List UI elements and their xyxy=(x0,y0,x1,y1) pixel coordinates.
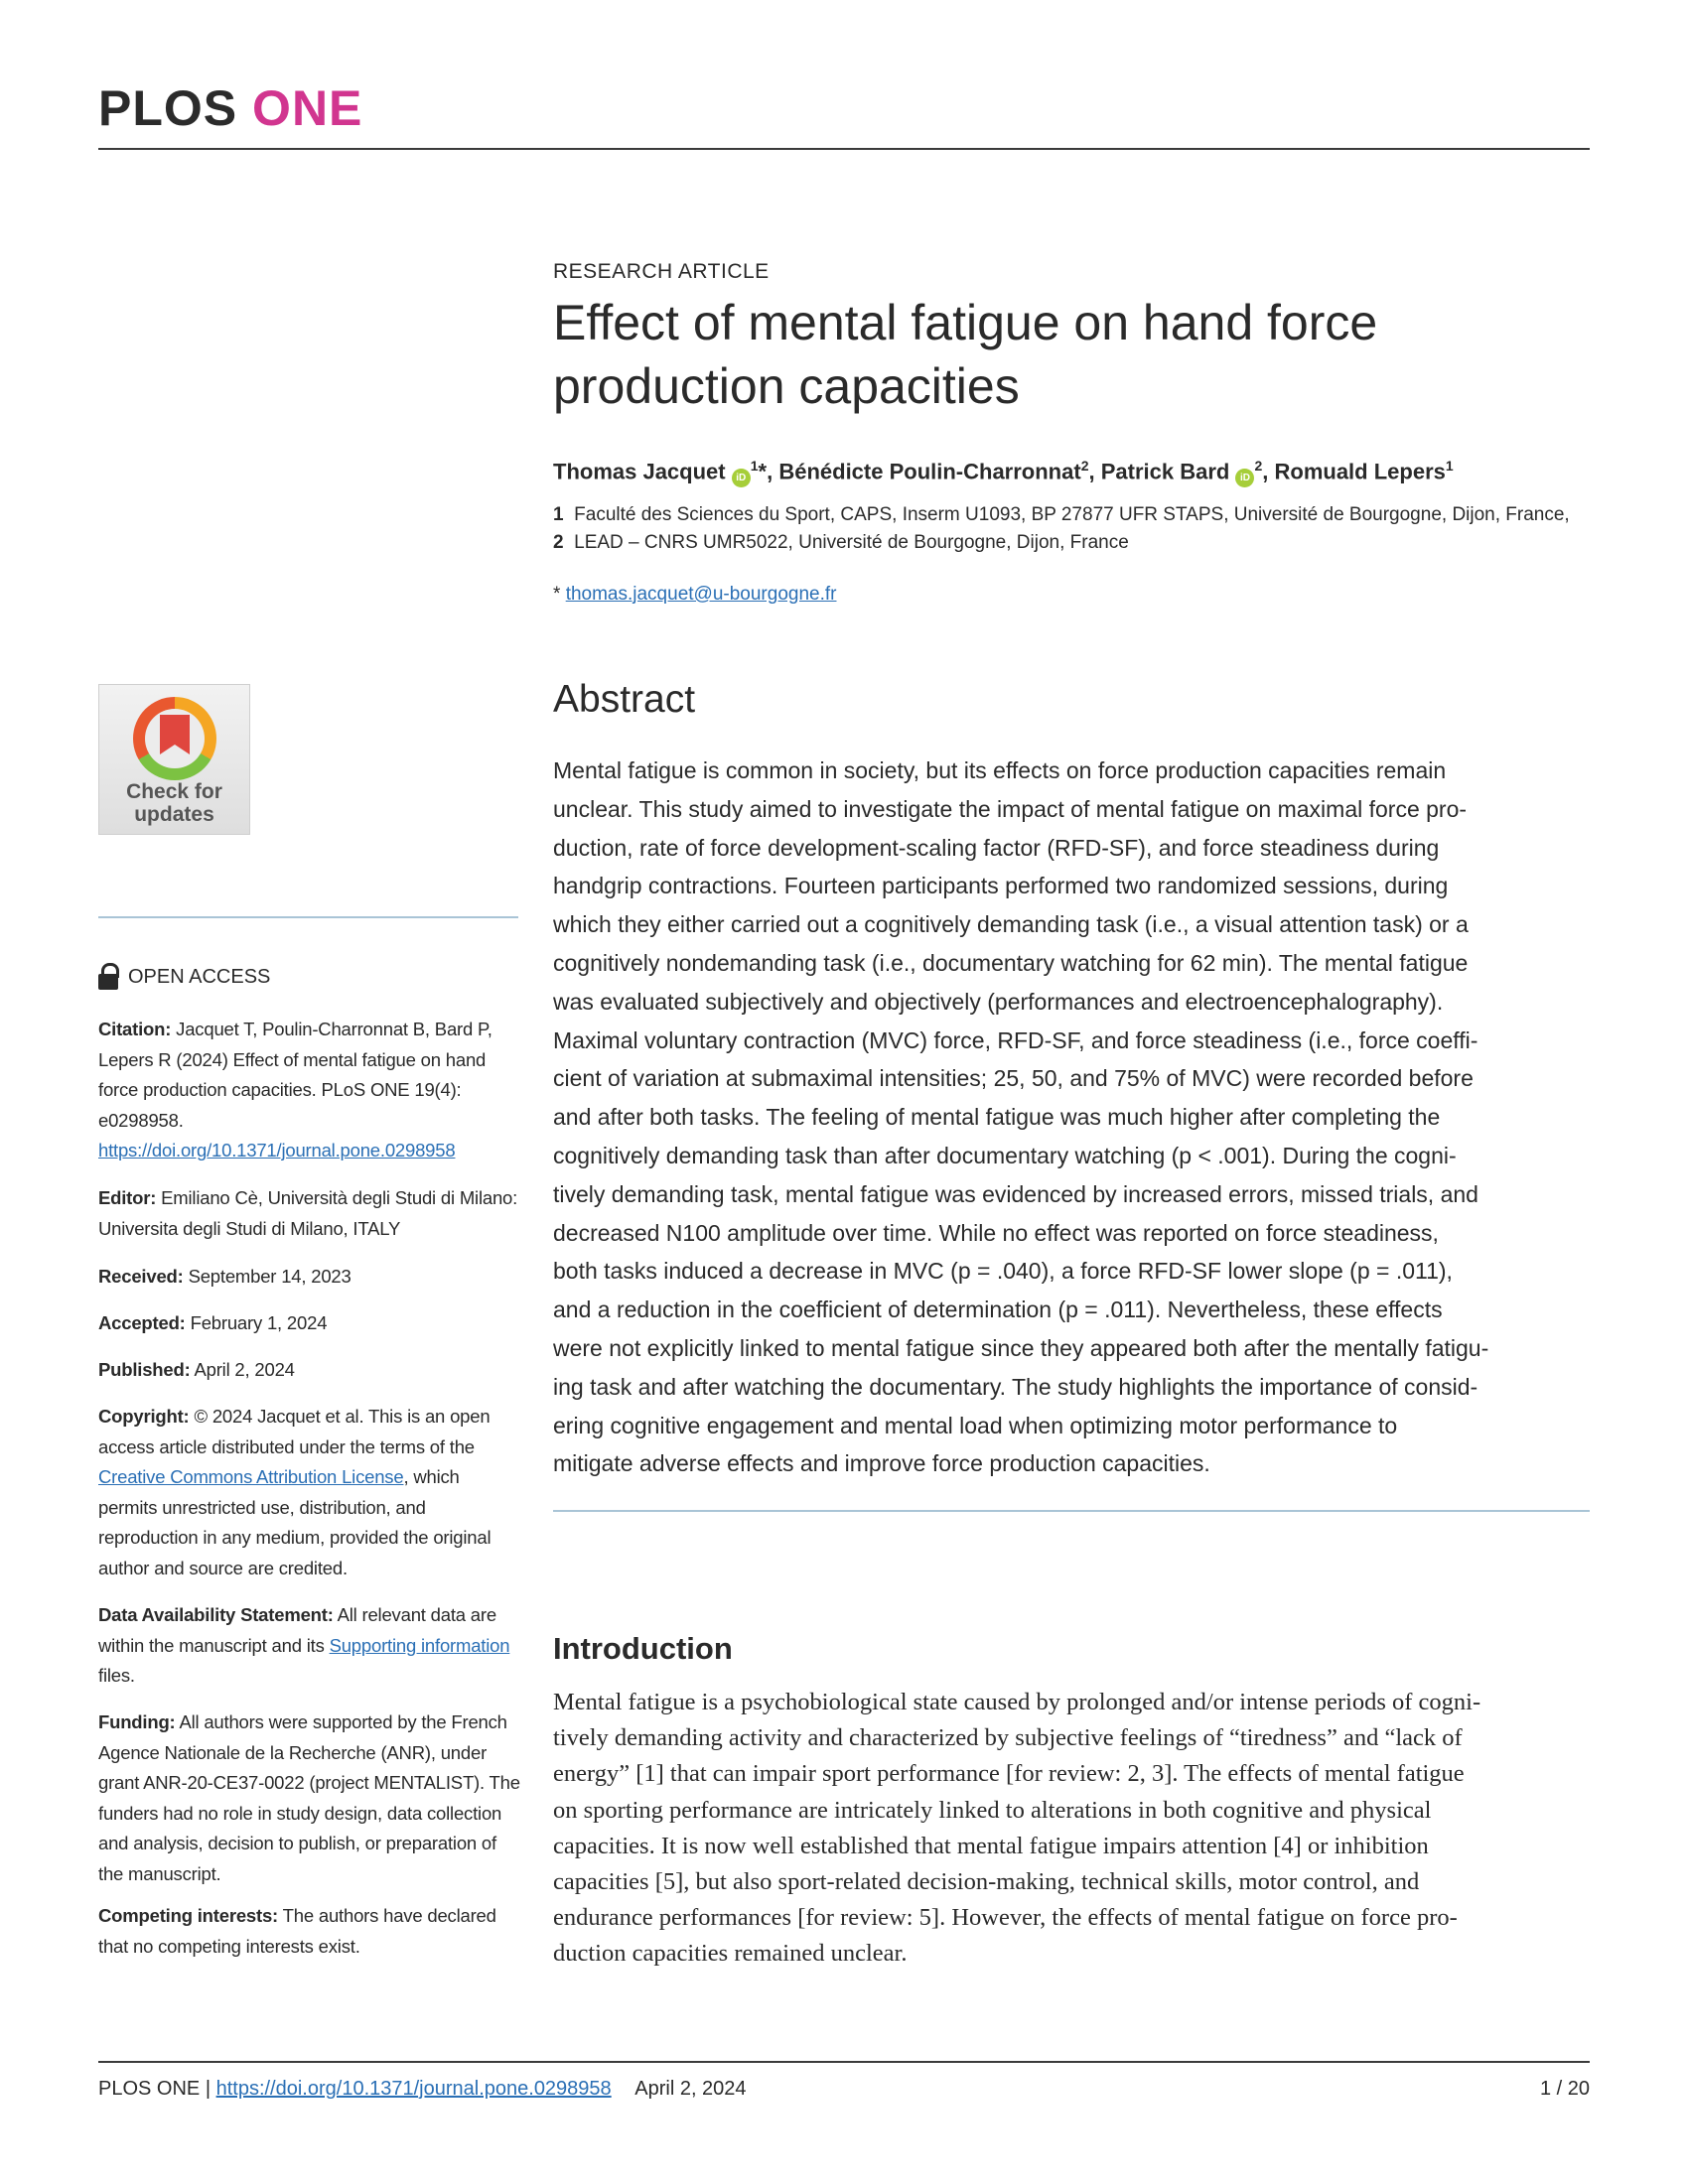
affiliation-text: LEAD – CNRS UMR5022, Université de Bourgogne, Dijon, France xyxy=(574,532,1129,553)
author-name: Bénédicte Poulin-Charronnat xyxy=(778,459,1081,484)
citation-doi-link[interactable]: https://doi.org/10.1371/journal.pone.0298958 xyxy=(98,1140,456,1160)
data-availability-label: Data Availability Statement: xyxy=(98,1604,334,1625)
header-rule xyxy=(98,148,1590,150)
abstract-line: unclear. This study aimed to investigate the impact of mental fatigue on maximal force pro- xyxy=(553,795,1468,822)
author-name: Thomas Jacquet xyxy=(553,459,726,484)
introduction-line: on sporting performance are intricately linked to alterations in both cognitive and physical xyxy=(553,1796,1432,1824)
author-affiliation-sup: 2 xyxy=(1254,458,1263,474)
introduction-line: duction capacities remained unclear. xyxy=(553,1940,908,1968)
badge-text xyxy=(99,780,249,826)
published-label: Published: xyxy=(98,1359,191,1380)
abstract-line: cognitively demanding task than after documentary watching (p < .001). During the cogni- xyxy=(553,1142,1457,1168)
editor-text: Emiliano Cè, Università degli Studi di Milano: Universita degli Studi di Milano, ITALY xyxy=(98,1187,518,1239)
funding-text: All authors were supported by the French Agence Nationale de la Recherche (ANR), under grant ANR-20-CE37-0022 (project MENTALIST). The funders had no role in study design, data collection and analysis, decision to publish, or preparation of the manuscript. xyxy=(98,1711,520,1884)
email-link[interactable]: thomas.jacquet@u-bourgogne.fr xyxy=(565,584,837,605)
citation-label: Citation: xyxy=(98,1019,172,1039)
affiliation-text: Faculté des Sciences du Sport, CAPS, Inserm U1093, BP 27877 UFR STAPS, Université de Bourgogne, Dijon, France, xyxy=(574,504,1570,525)
editor-label: Editor: xyxy=(98,1187,157,1208)
accepted-label: Accepted: xyxy=(98,1312,186,1333)
article-type: RESEARCH ARTICLE xyxy=(553,260,770,283)
funding-label: Funding: xyxy=(98,1711,176,1732)
abstract-line: mitigate adverse effects and improve force production capacities. xyxy=(553,1450,1210,1477)
orcid-icon[interactable]: iD xyxy=(732,469,751,487)
introduction-line: energy” [1] that can impair sport performance [for review: 2, 3]. The effects of mental fatigue xyxy=(553,1760,1465,1788)
citation-block xyxy=(98,1015,520,1166)
competing-interests-block xyxy=(98,1901,520,1962)
footer-journal: PLOS ONE | xyxy=(98,2078,211,2100)
check-for-updates-badge[interactable] xyxy=(98,684,250,835)
introduction-body xyxy=(553,1685,1590,1973)
supporting-information-link[interactable]: Supporting information xyxy=(329,1634,510,1656)
received-block xyxy=(98,1262,520,1293)
affiliation-number: 1 xyxy=(553,504,564,525)
copyright-block xyxy=(98,1402,520,1583)
received-label: Received: xyxy=(98,1266,184,1287)
abstract-line: ing task and after watching the documentary. The study highlights the importance of consid- xyxy=(553,1373,1478,1400)
received-date: September 14, 2023 xyxy=(188,1266,352,1287)
abstract-line: and a reduction in the coefficient of determination (p = .011). Nevertheless, these effects xyxy=(553,1297,1443,1323)
accepted-date: February 1, 2024 xyxy=(190,1312,328,1333)
open-lock-icon xyxy=(98,963,120,991)
page-number: 1 / 20 xyxy=(1539,2078,1590,2100)
abstract-line: duction, rate of force development-scaling factor (RFD-SF), and force steadiness during xyxy=(553,834,1440,861)
abstract-line: handgrip contractions. Fourteen participants performed two randomized sessions, during xyxy=(553,873,1449,899)
license-link[interactable]: Creative Commons Attribution License xyxy=(98,1466,404,1487)
footer-rule xyxy=(98,2061,1590,2063)
copyright-label: Copyright: xyxy=(98,1406,190,1427)
abstract-line: which they either carried out a cognitively demanding task (i.e., a visual attention task) or a xyxy=(553,911,1469,938)
abstract-line: both tasks induced a decrease in MVC (p = .040), a force RFD-SF lower slope (p = .011), xyxy=(553,1258,1453,1285)
abstract-line: was evaluated subjectively and objectively (performances and electroencephalography). xyxy=(553,988,1444,1015)
funding-block xyxy=(98,1707,520,1889)
data-availability-text: All relevant data are within the manuscript and its xyxy=(98,1604,496,1656)
abstract-line: decreased N100 amplitude over time. While no effect was reported on force steadiness, xyxy=(553,1219,1439,1246)
abstract-rule xyxy=(553,1510,1590,1512)
abstract-line: Maximal voluntary contraction (MVC) force, RFD-SF, and force steadiness (i.e., force coeffi- xyxy=(553,1026,1478,1053)
introduction-line: capacities [5], but also sport-related decision-making, technical skills, motor control, and xyxy=(553,1868,1420,1896)
citation-text: Jacquet T, Poulin-Charronnat B, Bard P, Lepers R (2024) Effect of mental fatigue on hand force production capacities. PLoS ONE 19(4): e0298958. xyxy=(98,1019,492,1131)
author-affiliation-sup: 2 xyxy=(1080,458,1089,474)
abstract-line: cognitively nondemanding task (i.e., documentary watching for 62 min). The mental fatigue xyxy=(553,949,1469,976)
accepted-block xyxy=(98,1308,520,1339)
author-name: Romuald Lepers xyxy=(1274,459,1446,484)
abstract-line: were not explicitly linked to mental fatigue since they appeared both after the mentally fatigu- xyxy=(553,1334,1489,1361)
published-block xyxy=(98,1355,520,1386)
abstract-line: and after both tasks. The feeling of mental fatigue was much higher after completing the xyxy=(553,1104,1441,1131)
affiliation-number: 2 xyxy=(553,532,564,553)
abstract-heading: Abstract xyxy=(553,678,696,721)
email-star: * xyxy=(553,584,561,605)
footer-doi-link[interactable]: https://doi.org/10.1371/journal.pone.0298958 xyxy=(215,2078,612,2100)
sidebar-rule xyxy=(98,916,518,918)
introduction-line: capacities. It is now well established that mental fatigue impairs attention [4] or inhibition xyxy=(553,1832,1429,1859)
author-affiliation-sup: 1 xyxy=(750,458,759,474)
article-title-line2: production capacities xyxy=(553,358,1020,414)
journal-logo xyxy=(98,80,363,136)
orcid-icon[interactable]: iD xyxy=(1235,469,1254,487)
introduction-line: Mental fatigue is a psychobiological state caused by prolonged and/or intense periods of cogni- xyxy=(553,1689,1481,1715)
abstract-line: ering cognitive engagement and mental load when optimizing motor performance to xyxy=(553,1412,1398,1438)
journal-logo-plos: PLOS xyxy=(98,80,238,136)
copyright-text: © 2024 Jacquet et al. This is an open access article distributed under the terms of the xyxy=(98,1406,491,1457)
competing-interests-label: Competing interests: xyxy=(98,1905,279,1926)
author-name: Patrick Bard xyxy=(1100,459,1230,484)
introduction-line: endurance performances [for review: 5]. However, the effects of mental fatigue on force pro- xyxy=(553,1904,1458,1932)
editor-block xyxy=(98,1183,520,1244)
badge-line: updates xyxy=(134,803,214,826)
introduction-heading: Introduction xyxy=(553,1631,733,1666)
abstract-line: tively demanding task, mental fatigue was evidenced by increased errors, missed trials, and xyxy=(553,1180,1478,1207)
footer xyxy=(98,2078,747,2101)
author-list: Thomas Jacquet $iD^1*$, Bénédicte Poulin-Charronnat$^2$, Patrick Bard $iD^2$, Romuald Lepers$^1$ xyxy=(553,451,1590,487)
corresponding-author-mark: * xyxy=(758,459,768,484)
abstract-line: Mental fatigue is common in society, but its effects on force production capacities remain xyxy=(553,757,1447,783)
copyright-text: , which permits unrestricted use, distribution, and reproduction in any medium, provided the original author and source are credited. xyxy=(98,1466,492,1578)
journal-logo-one: ONE xyxy=(252,80,363,136)
article-title xyxy=(553,291,1590,418)
open-access-label: OPEN ACCESS xyxy=(128,965,271,988)
badge-line: Check for xyxy=(126,780,222,803)
affiliations xyxy=(553,501,1590,557)
footer-date: April 2, 2024 xyxy=(634,2078,747,2100)
published-date: April 2, 2024 xyxy=(194,1359,295,1380)
abstract-body xyxy=(553,751,1590,1483)
corresponding-email xyxy=(553,584,1590,606)
open-access xyxy=(98,963,270,991)
data-availability-block xyxy=(98,1600,520,1692)
article-title-line1: Effect of mental fatigue on hand force xyxy=(553,295,1378,350)
introduction-line: tively demanding activity and characterized by subjective feelings of “tiredness” and “lack of xyxy=(553,1724,1463,1752)
author-affiliation-sup: 1 xyxy=(1445,458,1454,474)
abstract-line: cient of variation at submaximal intensities; 25, 50, and 75% of MVC) were recorded before xyxy=(553,1065,1474,1092)
competing-interests-text: The authors have declared that no competing interests exist. xyxy=(98,1905,496,1957)
data-availability-text: files. xyxy=(98,1665,135,1686)
